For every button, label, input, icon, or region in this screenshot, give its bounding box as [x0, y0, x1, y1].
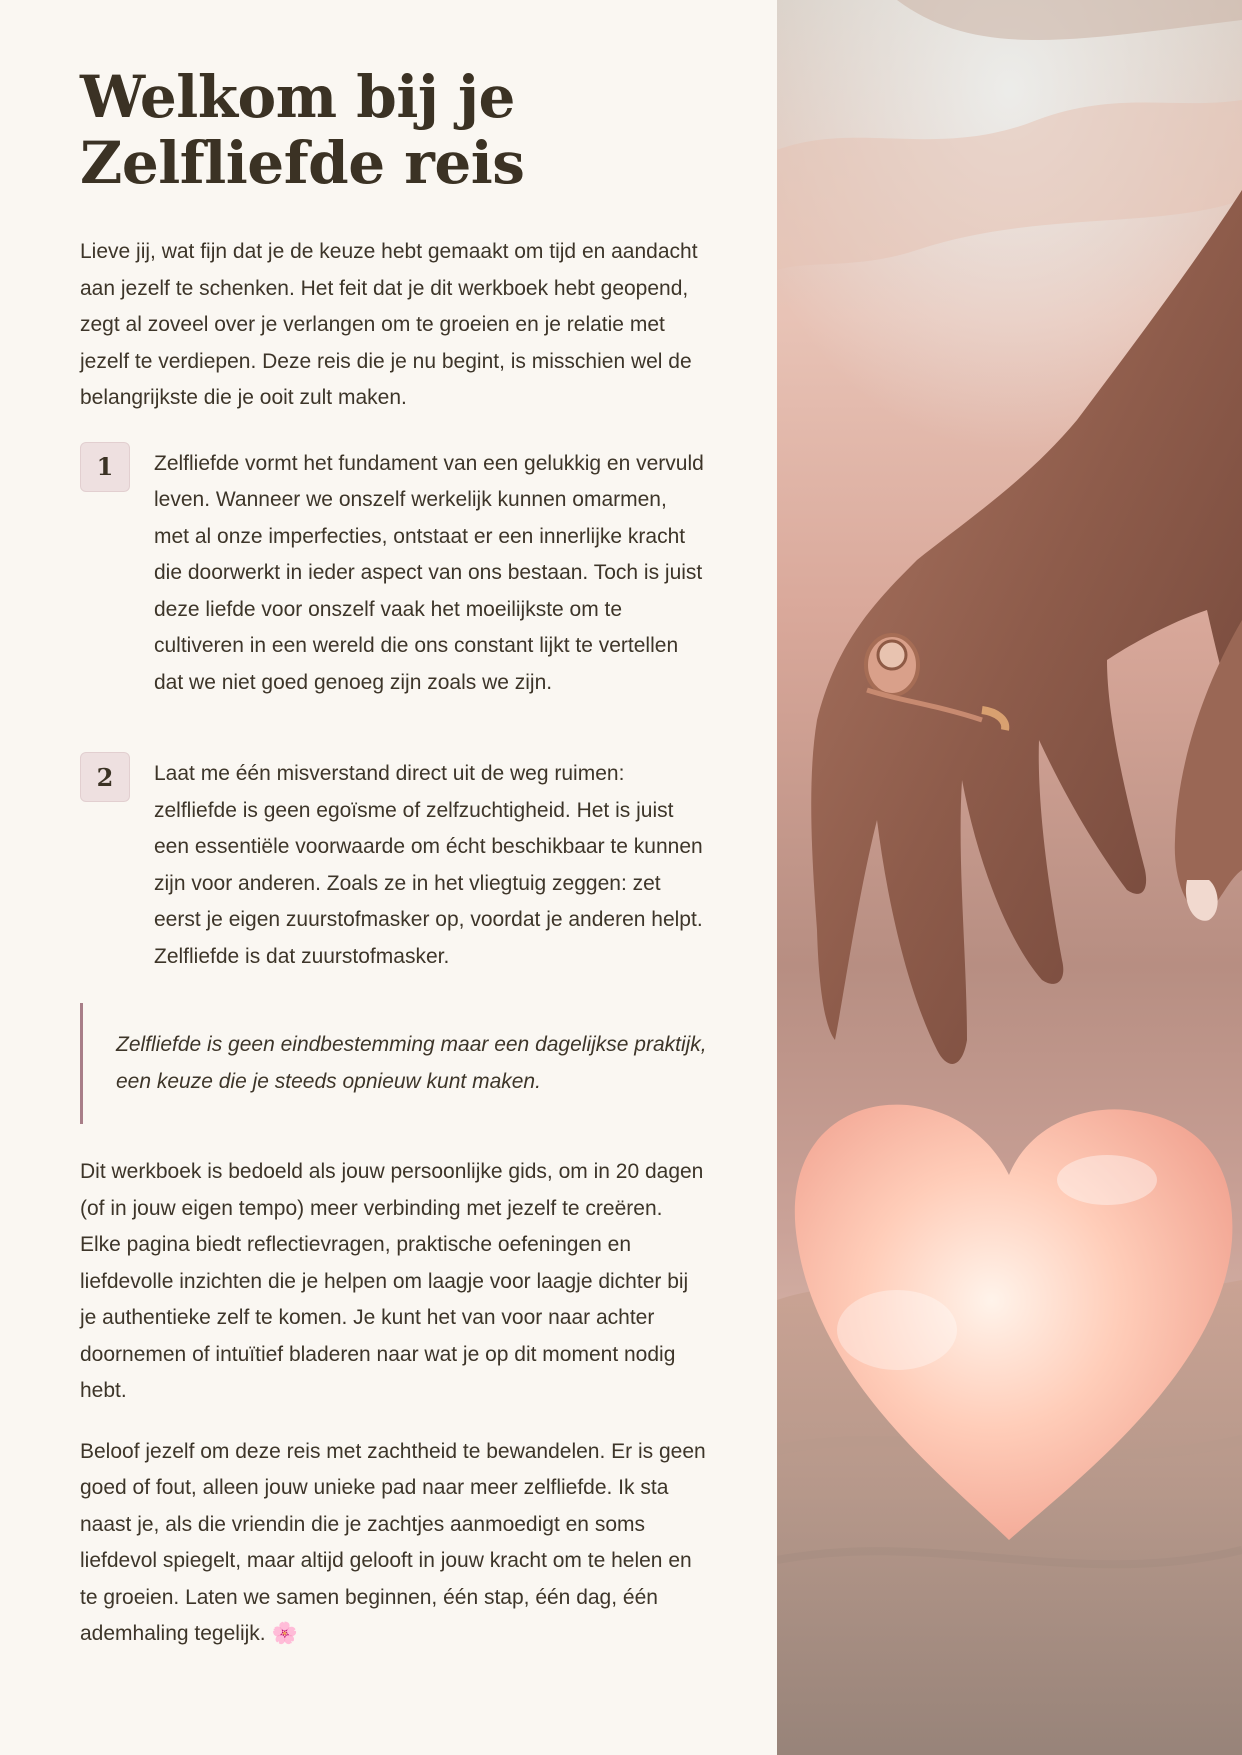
- point-text: Laat me één misverstand direct uit de weg ruimen: zelfliefde is geen egoïsme of zelfzuchtigheid. Het is juist een essentiële voorwaarde om écht beschikbaar te kunnen zijn voor anderen. Zoals ze in het vliegtuig zeggen: zet eerst je eigen zuurstofmasker op, voordat je anderen helpt. Zelfliefde is dat zuurstofmasker.: [154, 762, 703, 968]
- pull-quote: Zelfliefde is geen eindbestemming maar een dagelijkse praktijk, een keuze die je steeds opnieuw kunt maken.: [80, 1003, 707, 1124]
- numbered-point-1: [80, 441, 707, 702]
- page-title: Welkom bij je Zelfliefde reis: [80, 63, 525, 197]
- body-paragraph-4: Beloof jezelf om deze reis met zachtheid te bewandelen. Er is geen goed of fout, alleen jouw unieke pad naar meer zelfliefde. Ik sta naast je, als die vriendin die je zachtjes aanmoedigt en soms liefdevol spiegelt, maar altijd gelooft in jouw kracht om te helen en te groeien. Laten we samen beginnen, één stap, één dag, één ademhaling tegelijk. 🌸: [80, 1439, 706, 1645]
- number-badge: 2: [80, 752, 130, 802]
- body-paragraph-3: Dit werkboek is bedoeld als jouw persoonlijke gids, om in 20 dagen (of in jouw eigen tempo) meer verbinding met jezelf te creëren. Elke pagina biedt reflectievragen, praktische oefeningen en liefdevolle inzichten die je helpen om laagje voor laagje dichter bij je authentieke zelf te komen. Je kunt het van voor naar achter doornemen of intuïtief bladeren naar wat je op dit moment nodig hebt.: [80, 1160, 704, 1402]
- numbered-point-2: [80, 751, 707, 975]
- hand-and-heart-illustration: [777, 0, 1242, 1755]
- intro-paragraph: Lieve jij, wat fijn dat je de keuze hebt gemaakt om tijd en aandacht aan jezelf te schenken. Het feit dat je dit werkboek hebt geopend, zegt al zoveel over je verlangen om te groeien en je relatie met jezelf te verdiepen. Deze reis die je nu begint, is misschien wel de belangrijkste die je ooit zult maken.: [80, 240, 698, 409]
- number-badge: 1: [80, 442, 130, 492]
- point-text: Zelfliefde vormt het fundament van een gelukkig en vervuld leven. Wanneer we onszelf werkelijk kunnen omarmen, met al onze imperfecties, ontstaat er een innerlijke kracht die doorwerkt in ieder aspect van ons bestaan. Toch is juist deze liefde voor onszelf vaak het moeilijkste om te cultiveren in een wereld die ons constant lijkt te vertellen dat we niet goed genoeg zijn zoals we zijn.: [154, 451, 704, 694]
- hero-photo: [777, 0, 1242, 1755]
